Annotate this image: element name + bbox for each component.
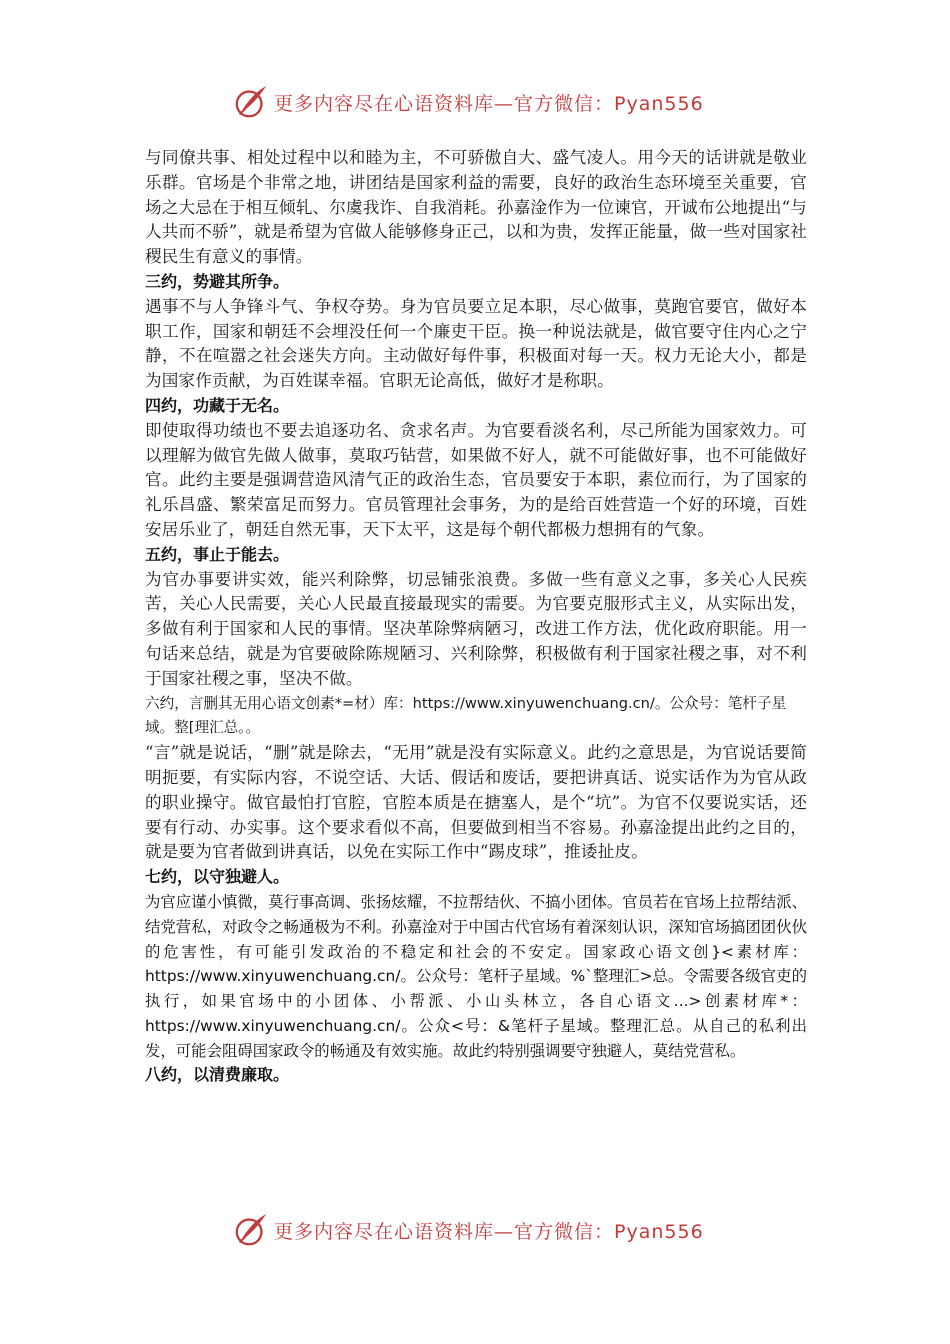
paragraph-watermarked: 为官应谨小慎微，莫行事高调、张扬炫耀，不拉帮结伙、不搞小团体。官员若在官场上拉帮结派、结党营私，对政令之畅通极为不利。孙嘉淦对于中国古代官场有着深刻认识，深知官场搞团团伙伙的危害性，有可能引发政治的不稳定和社会的不安定。国家政心语文创}<素材库：https://www.xinyuwenchuang.cn/。公众号：笔杆子星域。%`整理汇>总。令需要各级官吏的执行，如果官场中的小团体、小帮派、小山头林立，各自心语文...>创素材库*：https://www.xinyuwenchuang.cn/。公众<号：&笔杆子星域。整理汇总。从自己的私利出发，可能会阻碍国家政令的畅通及有效实施。故此约特别强调要守独避人，莫结党营私。 [145, 892, 807, 1060]
header-banner [232, 82, 752, 122]
paragraph: 与同僚共事、相处过程中以和睦为主，不可骄傲自大、盛气凌人。用今天的话讲就是敬业乐群。官场是个非常之地，讲团结是国家利益的需要，良好的政治生态环境至关重要，官场之大忌在于相互倾轧、尔虞我诈、自我消耗。孙嘉淦作为一位谏官，开诚布公地提出“与人共而不骄”，就是希望为官做人能够修身正己，以和为贵，发挥正能量，做一些对国家社稷民生有意义的事情。 [145, 148, 807, 267]
section-heading-watermarked: 六约，言删其无用心语文创素*=材）库：https://www.xinyuwenchuang.cn/。公众号：笔杆子星域。整[理汇总。。 [145, 694, 787, 737]
paragraph: “言”就是说话，“删”就是除去，“无用”就是没有实际意义。此约之意思是，为官说话要简明扼要，有实际内容，不说空话、大话、假话和废话，要把讲真话、说实话作为为官从政的职业操守。做官最怕打官腔，官腔本质是在搪塞人，是个“坑”。为官不仅要说实话，还要有行动、办实事。这个要求看似不高，但要做到相当不容易。孙嘉淦提出此约之目的，就是要为官者做到讲真话，以免在实际工作中“踢皮球”，推诿扯皮。 [145, 743, 807, 862]
section-heading: 七约，以守独避人。 [145, 867, 290, 887]
banner-text [274, 1217, 704, 1244]
banner-wechat-id: Pyan556 [614, 1220, 704, 1243]
section-heading: 五约，事止于能去。 [145, 544, 290, 564]
banner-wechat-id: Pyan556 [614, 92, 704, 115]
quill-logo-icon [232, 83, 270, 121]
quill-logo-icon [232, 1211, 270, 1249]
footer-banner [232, 1210, 752, 1250]
paragraph: 即使取得功绩也不要去追逐功名、贪求名声。为官要看淡名利，尽己所能为国家效力。可以理解为做官先做人做事，莫取巧钻营，如果做不好人，就不可能做好事，也不可能做好官。此约主要是强调营造风清气正的政治生态，官员要安于本职，素位而行，为了国家的礼乐昌盛、繁荣富足而努力。官员管理社会事务，为的是给百姓营造一个好的环境，百姓安居乐业了，朝廷自然无事，天下太平，这是每个朝代都极力想拥有的气象。 [145, 420, 807, 539]
paragraph: 遇事不与人争锋斗气、争权夺势。身为官员要立足本职，尽心做事，莫跑官要官，做好本职工作，国家和朝廷不会埋没任何一个廉吏干臣。换一种说法就是，做官要守住内心之宁静，不在喧嚣之社会迷失方向。主动做好每件事，积极面对每一天。权力无论大小，都是为国家作贡献，为百姓谋幸福。官职无论高低，做好才是称职。 [145, 296, 807, 391]
banner-label: 更多内容尽在心语资料库—官方微信： [274, 1220, 615, 1243]
document-body [145, 146, 807, 1088]
banner-text [274, 89, 704, 116]
paragraph: 为官办事要讲实效，能兴利除弊，切忌铺张浪费。多做一些有意义之事，多关心人民疾苦，关心人民需要，关心人民最直接最现实的需要。为官要克服形式主义，从实际出发，多做有利于国家和人民的事情。坚决革除弊病陋习，改进工作方法，优化政府职能。用一句话来总结，就是为官要破除陈规陋习、兴利除弊，积极做有利于国家社稷之事，对不利于国家社稷之事，坚决不做。 [145, 569, 807, 688]
section-heading: 三约，势避其所争。 [145, 271, 290, 291]
section-heading: 八约，以清费廉取。 [145, 1065, 290, 1085]
section-heading: 四约，功藏于无名。 [145, 395, 290, 415]
banner-label: 更多内容尽在心语资料库—官方微信： [274, 92, 615, 115]
